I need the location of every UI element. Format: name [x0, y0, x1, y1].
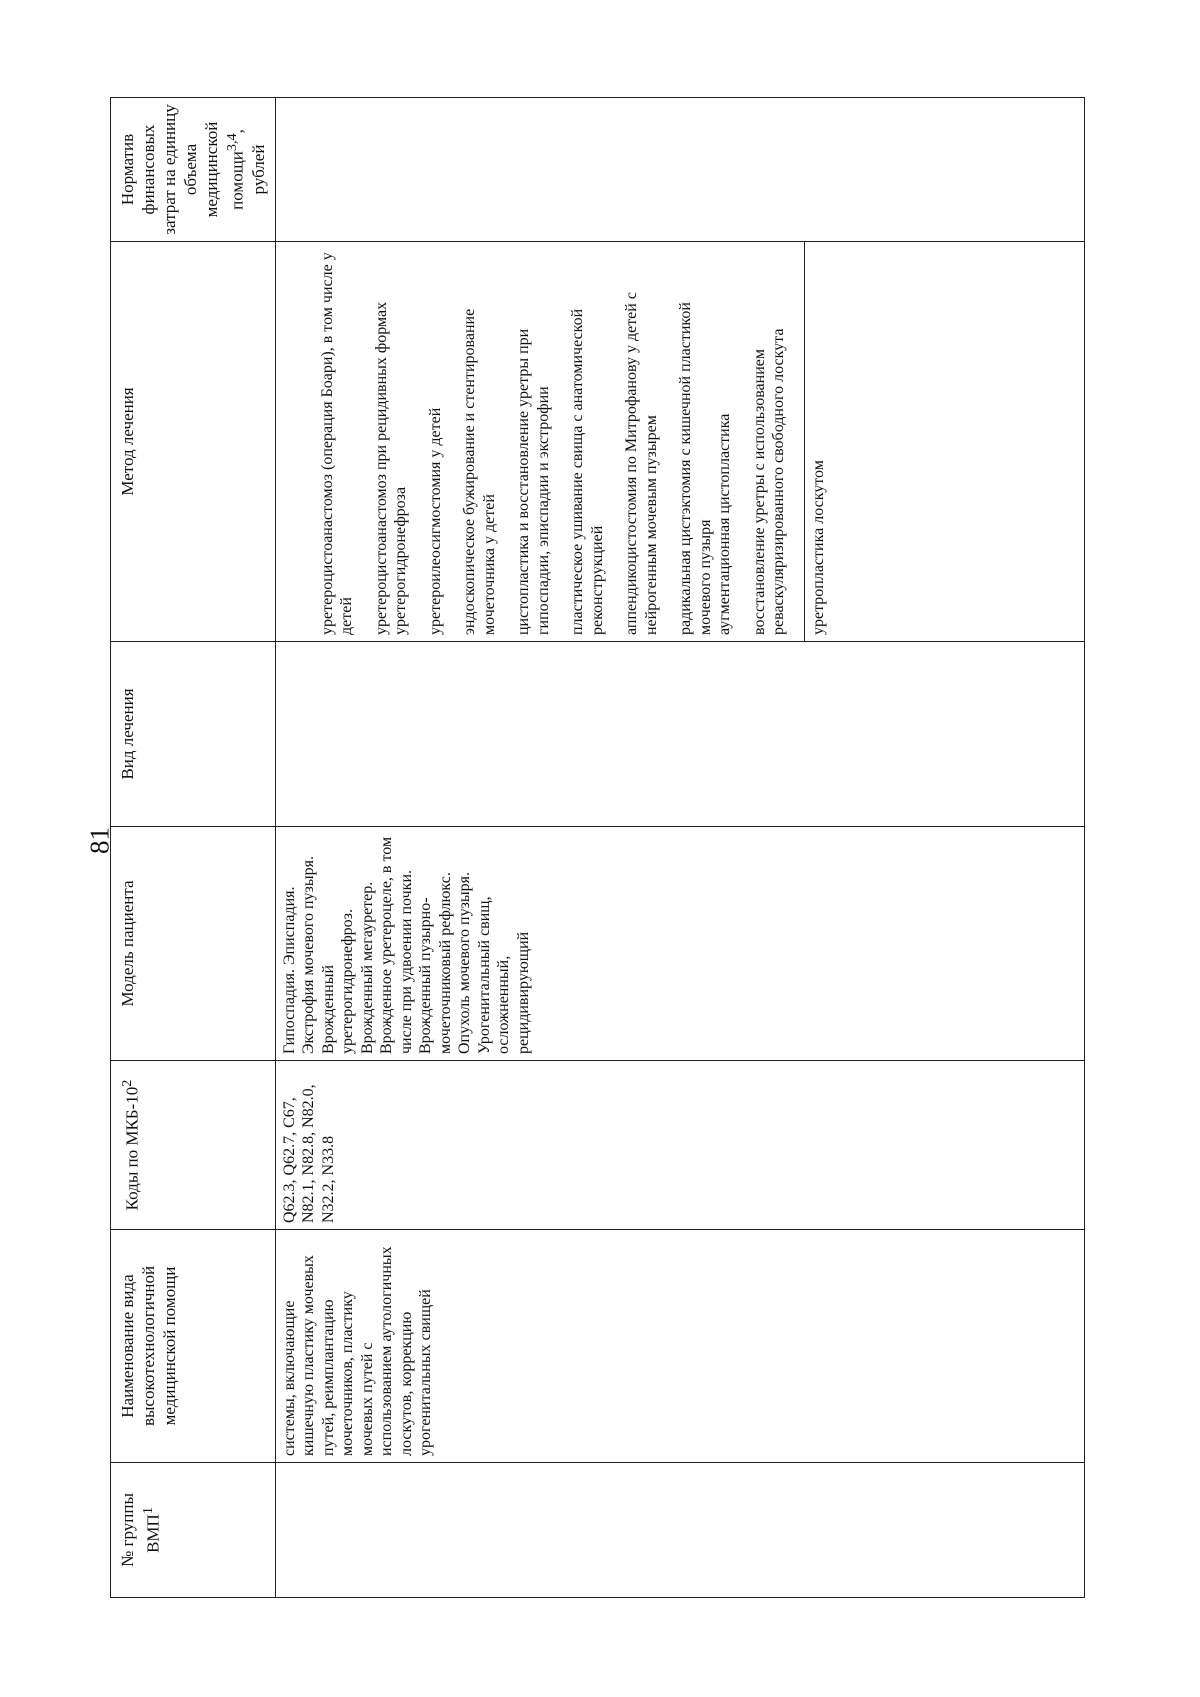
method-item: уретропластика лоскутом [804, 242, 829, 641]
method-item: уретероцистоанастомоз (операция Боари), в том числе у детей [318, 252, 356, 635]
method-list [318, 248, 829, 635]
method-item: аугментационная цистопластика [716, 413, 734, 635]
method-item: восстановление уретры с использованием реваскуляризированного свободного лоскута [750, 328, 788, 635]
cell-icd-codes: Q62.3, Q62.7, C67, N82.1, N82.8, N82.0, N32.2, N33.8 [275, 1061, 1084, 1230]
vmp-table [110, 97, 1085, 1598]
header-treatment-method: Метод лечения [111, 242, 276, 642]
method-item: аппендикоцистостомия по Митрофанову у детей с нейрогенным мочевым пузырем [623, 292, 660, 635]
cell-cost-norm [275, 98, 1084, 242]
cell-care-type: системы, включающие кишечную пластику мочевых путей, реимплантацию мочеточников, пластику мочевых путей с использованием аутологичных лоскутов, коррекцию урогенитальных свищей [275, 1230, 1084, 1463]
table-header-row [111, 98, 276, 1598]
table-row [275, 98, 1084, 1598]
header-patient-model: Модель пациента [111, 827, 276, 1061]
cell-treatment-kind [275, 642, 1084, 827]
cell-group-number [275, 1463, 1084, 1598]
header-care-type: Наименование вида высокотехнологичной медицинской помощи [111, 1230, 276, 1463]
method-item: уретероцистоанастомоз при рецидивных формах уретерогидронефроза [372, 301, 410, 635]
method-item: уретероилеосигмостомия у детей [426, 407, 444, 635]
method-item: цистопластика и восстановление уретры при гипоспадии, эписпадии и экстрофии [515, 328, 552, 635]
page-number: 81 [84, 827, 115, 854]
header-group-number: № группы ВМП$^1$ [111, 1463, 276, 1598]
cell-patient-model: Гипоспадия. Эписпадия. Экстрофия мочевого пузыря. Врожденный уретерогидронефроз. Врожденный мегауретер. Врожденное уретероцеле, в том числе при удвоении почки. Врожденный пузырно-мочеточниковый рефлюкс. Опухоль мочевого пузыря. Урогенитальный свищ, осложненный, рецидивирующий [275, 827, 1084, 1061]
header-cost-norm: Норматив финансовых затрат на единицу объема медицинской помощи$^{3,4}$, рублей [111, 98, 276, 242]
header-icd-codes: Коды по МКБ-$10^2$ [111, 1061, 276, 1230]
method-item: радикальная цистэктомия с кишечной пластикой мочевого пузыря [677, 302, 714, 635]
method-item: эндоскопическое бужирование и стентирование мочеточника у детей [461, 308, 498, 635]
rotated-page [110, 98, 1085, 1598]
cell-treatment-method [275, 242, 1084, 642]
header-treatment-kind: Вид лечения [111, 642, 276, 827]
method-item: пластическое ушивание свища с анатомической реконструкцией [569, 308, 606, 635]
